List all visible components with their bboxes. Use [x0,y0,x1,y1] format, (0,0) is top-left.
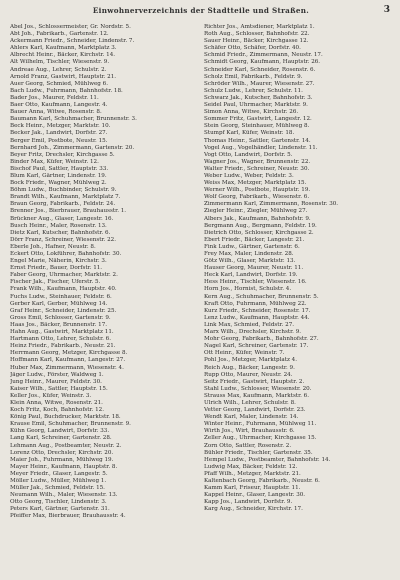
directory-entry: Schäfer Otto, Schäfer, Dorfstr. 40. [204,45,301,52]
directory-entry: Albrecht Heinr., Bäcker, Kirchstr. 14. [10,52,116,59]
directory-entry: Albers Jak., Kaufmann, Bahnhofstr. 9. [204,215,311,222]
directory-entry: Bischof Paul, Sattler, Hauptstr. 33. [10,165,109,172]
directory-entry: Müller Jak., Schmied, Feldstr. 15. [10,485,105,492]
page-header [10,6,392,20]
directory-entry: Lenz Ludw., Kaufmann, Hauptstr. 44. [204,314,310,321]
directory-entry: Schwarz Jak., Kutscher, Bahnhofstr. 3. [204,94,313,101]
directory-entry: Haas Jos., Bäcker, Brunnenstr. 17. [10,321,108,328]
directory-entry: Vogt Otto, Landwirt, Dorfstr. 5. [204,151,293,158]
directory-entry: Werner Wilh., Postbote, Hauptstr. 19. [204,187,311,194]
directory-entry: Ebert Friedr., Bäcker, Langestr. 21. [204,236,305,243]
directory-entry: Zorn Otto, Sattler, Rosenstr. 2. [204,442,292,449]
directory-entry: Weber Ludw., Weber, Feldstr. 3. [204,172,294,179]
directory-entry: Lorenz Otto, Drechsler, Kirchstr. 20. [10,449,114,456]
directory-entry: Bauer Anna, Witwe, Rosenstr. 8. [10,109,102,116]
directory-entry: Schröder Wilh., Maurer, Wiesenstr. 27. [204,80,315,87]
directory-entry: Lehmann Aug., Postbeamter, Neustr. 2. [10,442,122,449]
directory-entry: Brandt Wilh., Kaufmann, Marktplatz 7. [10,194,121,201]
directory-entry: Schmidt Georg, Kaufmann, Hauptstr. 26. [204,59,321,66]
directory-entry: Becker Jak., Landwirt, Dorfstr. 27. [10,130,108,137]
directory-entry: Rupp Otto, Maurer, Neustr. 24. [204,371,293,378]
directory-entry: Kaiser Wilh., Sattler, Hauptstr. 15. [10,385,108,392]
directory-entry: Kurz Friedr., Schneider, Rosenstr. 17. [204,307,311,314]
directory-entry: Wagner Jos., Wagner, Brunnenstr. 22. [204,158,311,165]
directory-entry: Walter Friedr., Schreiner, Neustr. 30. [204,165,310,172]
directory-entry: Lang Karl, Schreiner, Gartenstr. 28. [10,435,112,442]
directory-entry: Brenner Jos., Bierbrauer, Brauhausstr. 1. [10,208,127,215]
directory-entry: Pfaff Wilh., Metzger, Marktstr. 21. [204,470,301,477]
directory-entry: Ahlers Karl, Kaufmann, Marktplatz 3. [10,45,117,52]
directory-entry: Hahn Aug., Gastwirt, Marktplatz 11. [10,329,114,336]
directory-entry: König Paul, Buchdrucker, Marktstr. 18. [10,414,121,421]
directory-entry: Wirth Jos., Wirt, Brauhausstr. 6. [204,428,295,435]
directory-entry: Ziegler Heinr., Ziegler, Mühlweg 27. [204,208,308,215]
directory-entry: Stumpf Karl, Küfer, Weinstr. 18. [204,130,295,137]
directory-entry: Ludwig Max, Bäcker, Feldstr. 12. [204,463,298,470]
directory-entry: Busch Heinr., Maler, Rosenstr. 13. [10,222,107,229]
directory-entry: Schneider Karl, Schneider, Rosenstr. 6. [204,66,316,73]
directory-entry: Kühn Georg, Landwirt, Dorfstr. 33. [10,428,110,435]
directory-entry: Abel Jos., Schlossermeister, Gr. Nordstr. 5. [10,24,131,30]
directory-entry: Dietz Karl, Kutscher, Bahnhofstr. 6. [10,229,111,236]
directory-entry: Braun Georg, Fabrikarb., Feldstr. 24. [10,201,116,208]
directory-entry: Klein Anna, Witwe, Rosenstr. 21. [10,399,103,406]
directory-entry: Frey Max, Maler, Lindenstr. 28. [204,251,294,257]
directory-columns [10,24,392,576]
directory-entry: Baer Otto, Kaufmann, Langestr. 4. [10,102,108,109]
directory-entry: Hoffmann Karl, Kaufmann, Langestr. 27. [10,357,126,364]
directory-entry: Jung Heinr., Maurer, Feldstr. 30. [10,378,102,385]
directory-entry: Otto Georg, Tischler, Lindenstr. 3. [10,499,107,506]
directory-entry: Zimmermann Karl, Zimmermann, Rosenstr. 30. [204,201,339,208]
directory-entry: Horn Jos., Hornist, Schulstr. 4. [204,286,292,293]
directory-entry: Roth Aug., Schlosser, Bahnhofstr. 22. [204,31,310,38]
directory-entry: Schmid Friedr., Zimmermann, Neustr. 17. [204,52,323,59]
directory-entry: Schulz Ludw., Lehrer, Schulstr. 11. [204,87,303,94]
directory-entry: Bader Jos., Maurer, Feldstr. 11. [10,94,99,101]
directory-entry: Koch Fritz, Koch, Bahnhofstr. 12. [10,407,105,414]
directory-entry: Arnold Franz, Gastwirt, Hauptstr. 21. [10,73,117,80]
directory-entry: Seidel Paul, Uhrmacher, Marktstr. 9. [204,102,308,109]
directory-entry: Link Max, Schmied, Feldstr. 27. [204,321,295,328]
directory-entry: Vetter Georg, Landwirt, Dorfstr. 23. [204,407,306,414]
directory-entry: Berger Emil, Postbote, Neustr. 15. [10,137,108,144]
directory-entry: Stein Georg, Steinhauer, Mühlweg 8. [204,123,310,130]
directory-entry: Ott Heinr., Küfer, Weinstr. 7. [204,350,285,357]
directory-entry: Götz Wilh., Glaser, Marktstr. 13. [204,258,296,265]
directory-entry: Böhm Ludw., Buchbinder, Schulstr. 9. [10,187,117,194]
directory-entry: Hartmann Otto, Lehrer, Schulstr. 6. [10,336,112,343]
directory-entry: Auer Georg, Schmied, Mühlweg 6. [10,80,108,87]
directory-entry: Heinz Friedr., Fabrikarb., Neustr. 21. [10,343,116,350]
directory-entry: Blum Karl, Gärtner, Lindenstr. 19. [10,172,107,179]
directory-entry: Kappel Heinr., Glaser, Langestr. 30. [204,492,306,499]
directory-entry: Herrmann Georg, Metzger, Kirchgasse 8. [10,350,128,357]
directory-entry: Möller Ludw., Müller, Mühlweg 1. [10,478,107,484]
directory-entry: Binder Max, Küfer, Weinstr. 12. [10,158,99,165]
directory-entry: Hempel Ludw., Postbeamter, Bahnhofstr. 14. [204,456,331,463]
directory-entry: Thomas Heinr., Sattler, Gartenstr. 14. [204,137,311,144]
directory-entry: Mayer Heinr., Kaufmann, Hauptstr. 8. [10,463,118,470]
directory-entry: Krause Emil, Schuhmacher, Brunnenstr. 9. [10,421,131,428]
directory-entry: Peters Karl, Gärtner, Gartenstr. 31. [10,506,110,513]
directory-entry: Huber Max, Zimmermann, Wiesenstr. 4. [10,364,124,371]
directory-entry: Beyer Fritz, Drechsler, Kirchgasse 5. [10,151,115,158]
directory-entry: Fuchs Ludw., Steinhauer, Feldstr. 6. [10,293,112,300]
directory-entry: Sauer Heinr., Bäcker, Kirchgasse 12. [204,38,309,45]
directory-entry: Ulrich Wilh., Lehrer, Schulstr. 8. [204,399,296,406]
directory-entry: Marx Wilh., Drechsler, Kirchstr. 9. [204,329,302,336]
directory-entry: Karg Aug., Schneider, Kirchstr. 17. [204,506,303,513]
directory-entry: Baumann Karl, Schuhmacher, Brunnenstr. 3. [10,116,137,123]
directory-entry: Bergmann Aug., Bergmann, Feldstr. 19. [204,222,317,229]
directory-entry: Maier Joh., Fuhrmann, Mühlweg 19. [10,456,114,463]
directory-entry: Wolf Georg, Fabrikarb., Wiesenstr. 6. [204,194,310,201]
directory-entry: Sommer Fritz, Gastwirt, Langestr. 12. [204,116,312,123]
directory-entry: Kamm Karl, Friseur, Hauptstr. 11. [204,485,301,492]
page-title: Einwohnerverzeichnis der Stadtteile und Straßen. [92,6,310,15]
right-column [204,24,392,576]
directory-entry: Fischer Jak., Fischer, Uferstr. 5. [10,279,101,286]
directory-entry: Brückner Aug., Glaser, Langestr. 16. [10,215,114,222]
page-number: 3 [383,5,390,15]
directory-entry: Beck Heinr., Metzger, Marktstr. 10. [10,123,111,130]
directory-entry: Vogel Aug., Vogelhändler, Lindenstr. 11. [204,144,318,151]
directory-entry: Zeller Aug., Uhrmacher, Kirchgasse 15. [204,435,317,442]
directory-entry: Simon Anna, Witwe, Kirchstr. 26. [204,109,299,116]
directory-entry: Dietrich Otto, Schlosser, Kirchgasse 2. [204,229,314,236]
directory-entry: Andreae Aug., Lehrer, Schulstr. 2. [10,66,107,73]
directory-entry: Jäger Ludw., Förster, Waldweg 1. [10,371,104,378]
directory-entry: Eckert Otto, Lokführer, Bahnhofstr. 30. [10,251,122,257]
directory-entry: Dörr Franz, Schreiner, Wiesenstr. 22. [10,236,117,243]
directory-entry: Mohr Georg, Fabrikarb., Bahnhofstr. 27. [204,336,319,343]
directory-entry: Kern Aug., Schuhmacher, Brunnenstr. 5. [204,293,319,300]
directory-entry: Gross Emil, Schlosser, Gartenstr. 9. [10,314,111,321]
directory-entry: Seitz Friedr., Gastwirt, Hauptstr. 2. [204,378,305,385]
directory-entry: Richter Jos., Amtsdiener, Marktplatz 1. [204,24,315,30]
directory-entry: Scholz Emil, Fabrikarb., Feldstr. 9. [204,73,303,80]
directory-entry: Weiss Max, Metzger, Marktplatz 15. [204,180,307,187]
directory-entry: Ackermann Friedr., Schneider, Lindenstr. 7. [10,38,135,45]
directory-entry: Bock Friedr., Wagner, Mühlweg 2. [10,180,107,187]
directory-entry: Stahl Ludw., Schlosser, Wiesenstr. 20. [204,385,312,392]
directory-entry: Kapp Jos., Landwirt, Dorfstr. 9. [204,499,293,506]
directory-entry: Alt Wilhelm, Tischler, Wiesenstr. 9. [10,59,110,66]
directory-entry: Frank Wilh., Kaufmann, Hauptstr. 40. [10,286,117,293]
directory-entry: Bernhard Joh., Zimmermann, Gartenstr. 20. [10,144,135,151]
directory-entry: Pfeiffer Max, Bierbrauer, Brauhausstr. 4. [10,513,126,520]
directory-entry: Meyer Friedr., Glaser, Langestr. 5. [10,470,108,477]
directory-entry: Reich Aug., Bäcker, Langestr. 9. [204,364,295,371]
directory-entry: Winter Heinr., Fuhrmann, Mühlweg 11. [204,421,317,428]
directory-entry: Graf Heinr., Schneider, Lindenstr. 25. [10,307,117,314]
directory-entry: Strauss Max, Kaufmann, Marktstr. 6. [204,392,310,399]
directory-entry: Gerber Karl, Gerber, Mühlweg 14. [10,300,108,307]
directory-entry: Faber Georg, Uhrmacher, Marktstr. 2. [10,272,118,279]
directory-entry: Fink Ludw., Gärtner, Gartenstr. 6. [204,243,300,250]
directory-entry: Kraft Otto, Fuhrmann, Mühlweg 22. [204,300,307,307]
directory-entry: Engel Marie, Näherin, Kirchstr. 3. [10,258,107,265]
directory-entry: Pohl Jos., Metzger, Marktplatz 4. [204,357,298,364]
directory-entry: Ernst Friedr., Bauer, Dorfstr. 11. [10,265,103,272]
directory-entry: Hess Heinr., Tischler, Wiesenstr. 16. [204,279,307,286]
directory-entry: Kaltenbach Georg, Fabrikarb., Neustr. 6. [204,478,320,484]
directory-entry: Heck Karl, Landwirt, Dorfstr. 19. [204,272,298,279]
directory-entry: Wendt Karl, Maler, Lindenstr. 14. [204,414,299,421]
directory-entry: Hauser Georg, Maurer, Neustr. 11. [204,265,304,272]
directory-entry: Neumann Wilh., Maler, Wiesenstr. 13. [10,492,118,499]
directory-entry: Bühler Friedr., Tischler, Gartenstr. 35. [204,449,313,456]
directory-entry: Abt Joh., Fabrikarb., Gartenstr. 12. [10,31,109,38]
directory-entry: Bach Ludw., Fuhrmann, Bahnhofstr. 18. [10,87,123,94]
directory-entry: Keller Jos., Küfer, Weinstr. 3. [10,392,92,399]
left-column [10,24,198,576]
directory-entry: Eberle Joh., Hafner, Neustr. 8. [10,243,96,250]
directory-entry: Nagel Karl, Schreiner, Gartenstr. 17. [204,343,309,350]
